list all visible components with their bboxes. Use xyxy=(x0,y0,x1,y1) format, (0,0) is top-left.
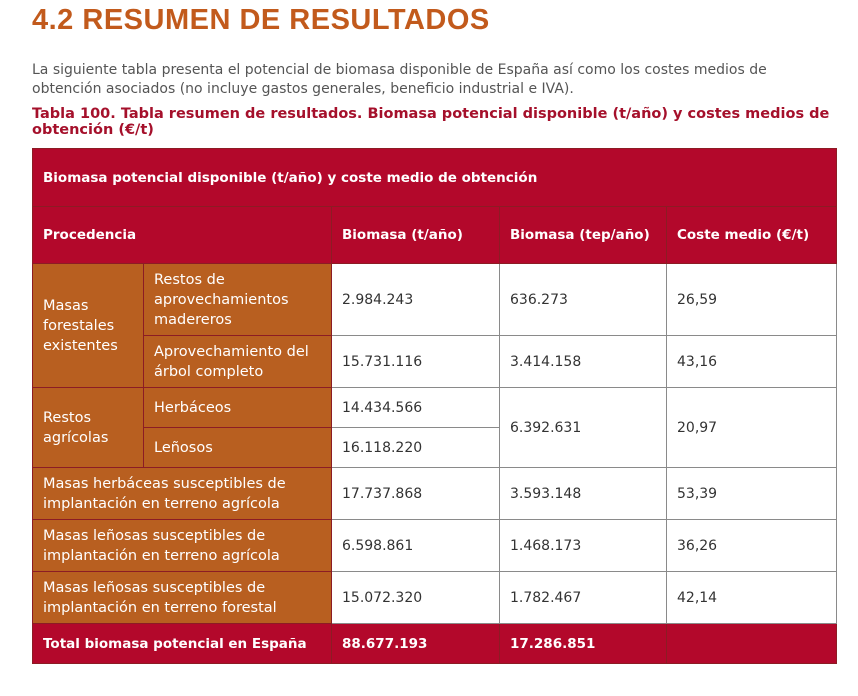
cell-biomasa-tep: 1.782.467 xyxy=(500,572,667,624)
results-table xyxy=(32,148,837,664)
row-label: Herbáceos xyxy=(144,388,332,428)
total-coste xyxy=(667,624,837,664)
cell-biomasa-tep: 636.273 xyxy=(500,264,667,336)
cell-biomasa-t: 6.598.861 xyxy=(332,520,500,572)
cell-coste: 20,97 xyxy=(667,388,837,468)
page-title: 4.2 RESUMEN DE RESULTADOS xyxy=(32,4,490,36)
header-procedencia: Procedencia xyxy=(33,207,332,264)
cell-biomasa-t: 14.434.566 xyxy=(332,388,500,428)
total-label: Total biomasa potencial en España xyxy=(33,624,332,664)
cell-coste: 53,39 xyxy=(667,468,837,520)
table-header-row xyxy=(33,207,837,264)
table-row xyxy=(33,264,837,336)
cell-biomasa-t: 16.118.220 xyxy=(332,428,500,468)
table-super-header-row xyxy=(33,149,837,207)
cell-biomasa-tep: 3.593.148 xyxy=(500,468,667,520)
cell-biomasa-t: 2.984.243 xyxy=(332,264,500,336)
table-row xyxy=(33,572,837,624)
cell-coste: 42,14 xyxy=(667,572,837,624)
cell-biomasa-t: 15.072.320 xyxy=(332,572,500,624)
total-biomasa-tep: 17.286.851 xyxy=(500,624,667,664)
header-biomasa-t: Biomasa (t/año) xyxy=(332,207,500,264)
group-label-forestales: Masas forestales existentes xyxy=(33,264,144,388)
cell-biomasa-tep: 6.392.631 xyxy=(500,388,667,468)
table-row xyxy=(33,336,837,388)
table-row xyxy=(33,520,837,572)
group-label-agricolas: Restos agrícolas xyxy=(33,388,144,468)
cell-coste: 43,16 xyxy=(667,336,837,388)
table-row xyxy=(33,468,837,520)
row-label: Masas leñosas susceptibles de implantación en terreno forestal xyxy=(33,572,332,624)
table-caption: Tabla 100. Tabla resumen de resultados. Biomasa potencial disponible (t/año) y costes medios de obtención (€/t) xyxy=(32,106,830,138)
row-label: Leñosos xyxy=(144,428,332,468)
row-label: Aprovechamiento del árbol completo xyxy=(144,336,332,388)
header-coste: Coste medio (€/t) xyxy=(667,207,837,264)
cell-coste: 26,59 xyxy=(667,264,837,336)
total-biomasa-t: 88.677.193 xyxy=(332,624,500,664)
row-label: Masas leñosas susceptibles de implantación en terreno agrícola xyxy=(33,520,332,572)
header-biomasa-tep: Biomasa (tep/año) xyxy=(500,207,667,264)
table-total-row xyxy=(33,624,837,664)
cell-coste: 36,26 xyxy=(667,520,837,572)
cell-biomasa-tep: 1.468.173 xyxy=(500,520,667,572)
intro-paragraph: La siguiente tabla presenta el potencial de biomasa disponible de España así como los costes medios de obtención asociados (no incluye gastos generales, beneficio industrial e IVA). xyxy=(32,62,767,97)
cell-biomasa-t: 15.731.116 xyxy=(332,336,500,388)
table-super-header: Biomasa potencial disponible (t/año) y coste medio de obtención xyxy=(33,149,837,207)
row-label: Restos de aprovechamientos madereros xyxy=(144,264,332,336)
cell-biomasa-tep: 3.414.158 xyxy=(500,336,667,388)
row-label: Masas herbáceas susceptibles de implantación en terreno agrícola xyxy=(33,468,332,520)
cell-biomasa-t: 17.737.868 xyxy=(332,468,500,520)
table-row xyxy=(33,388,837,428)
